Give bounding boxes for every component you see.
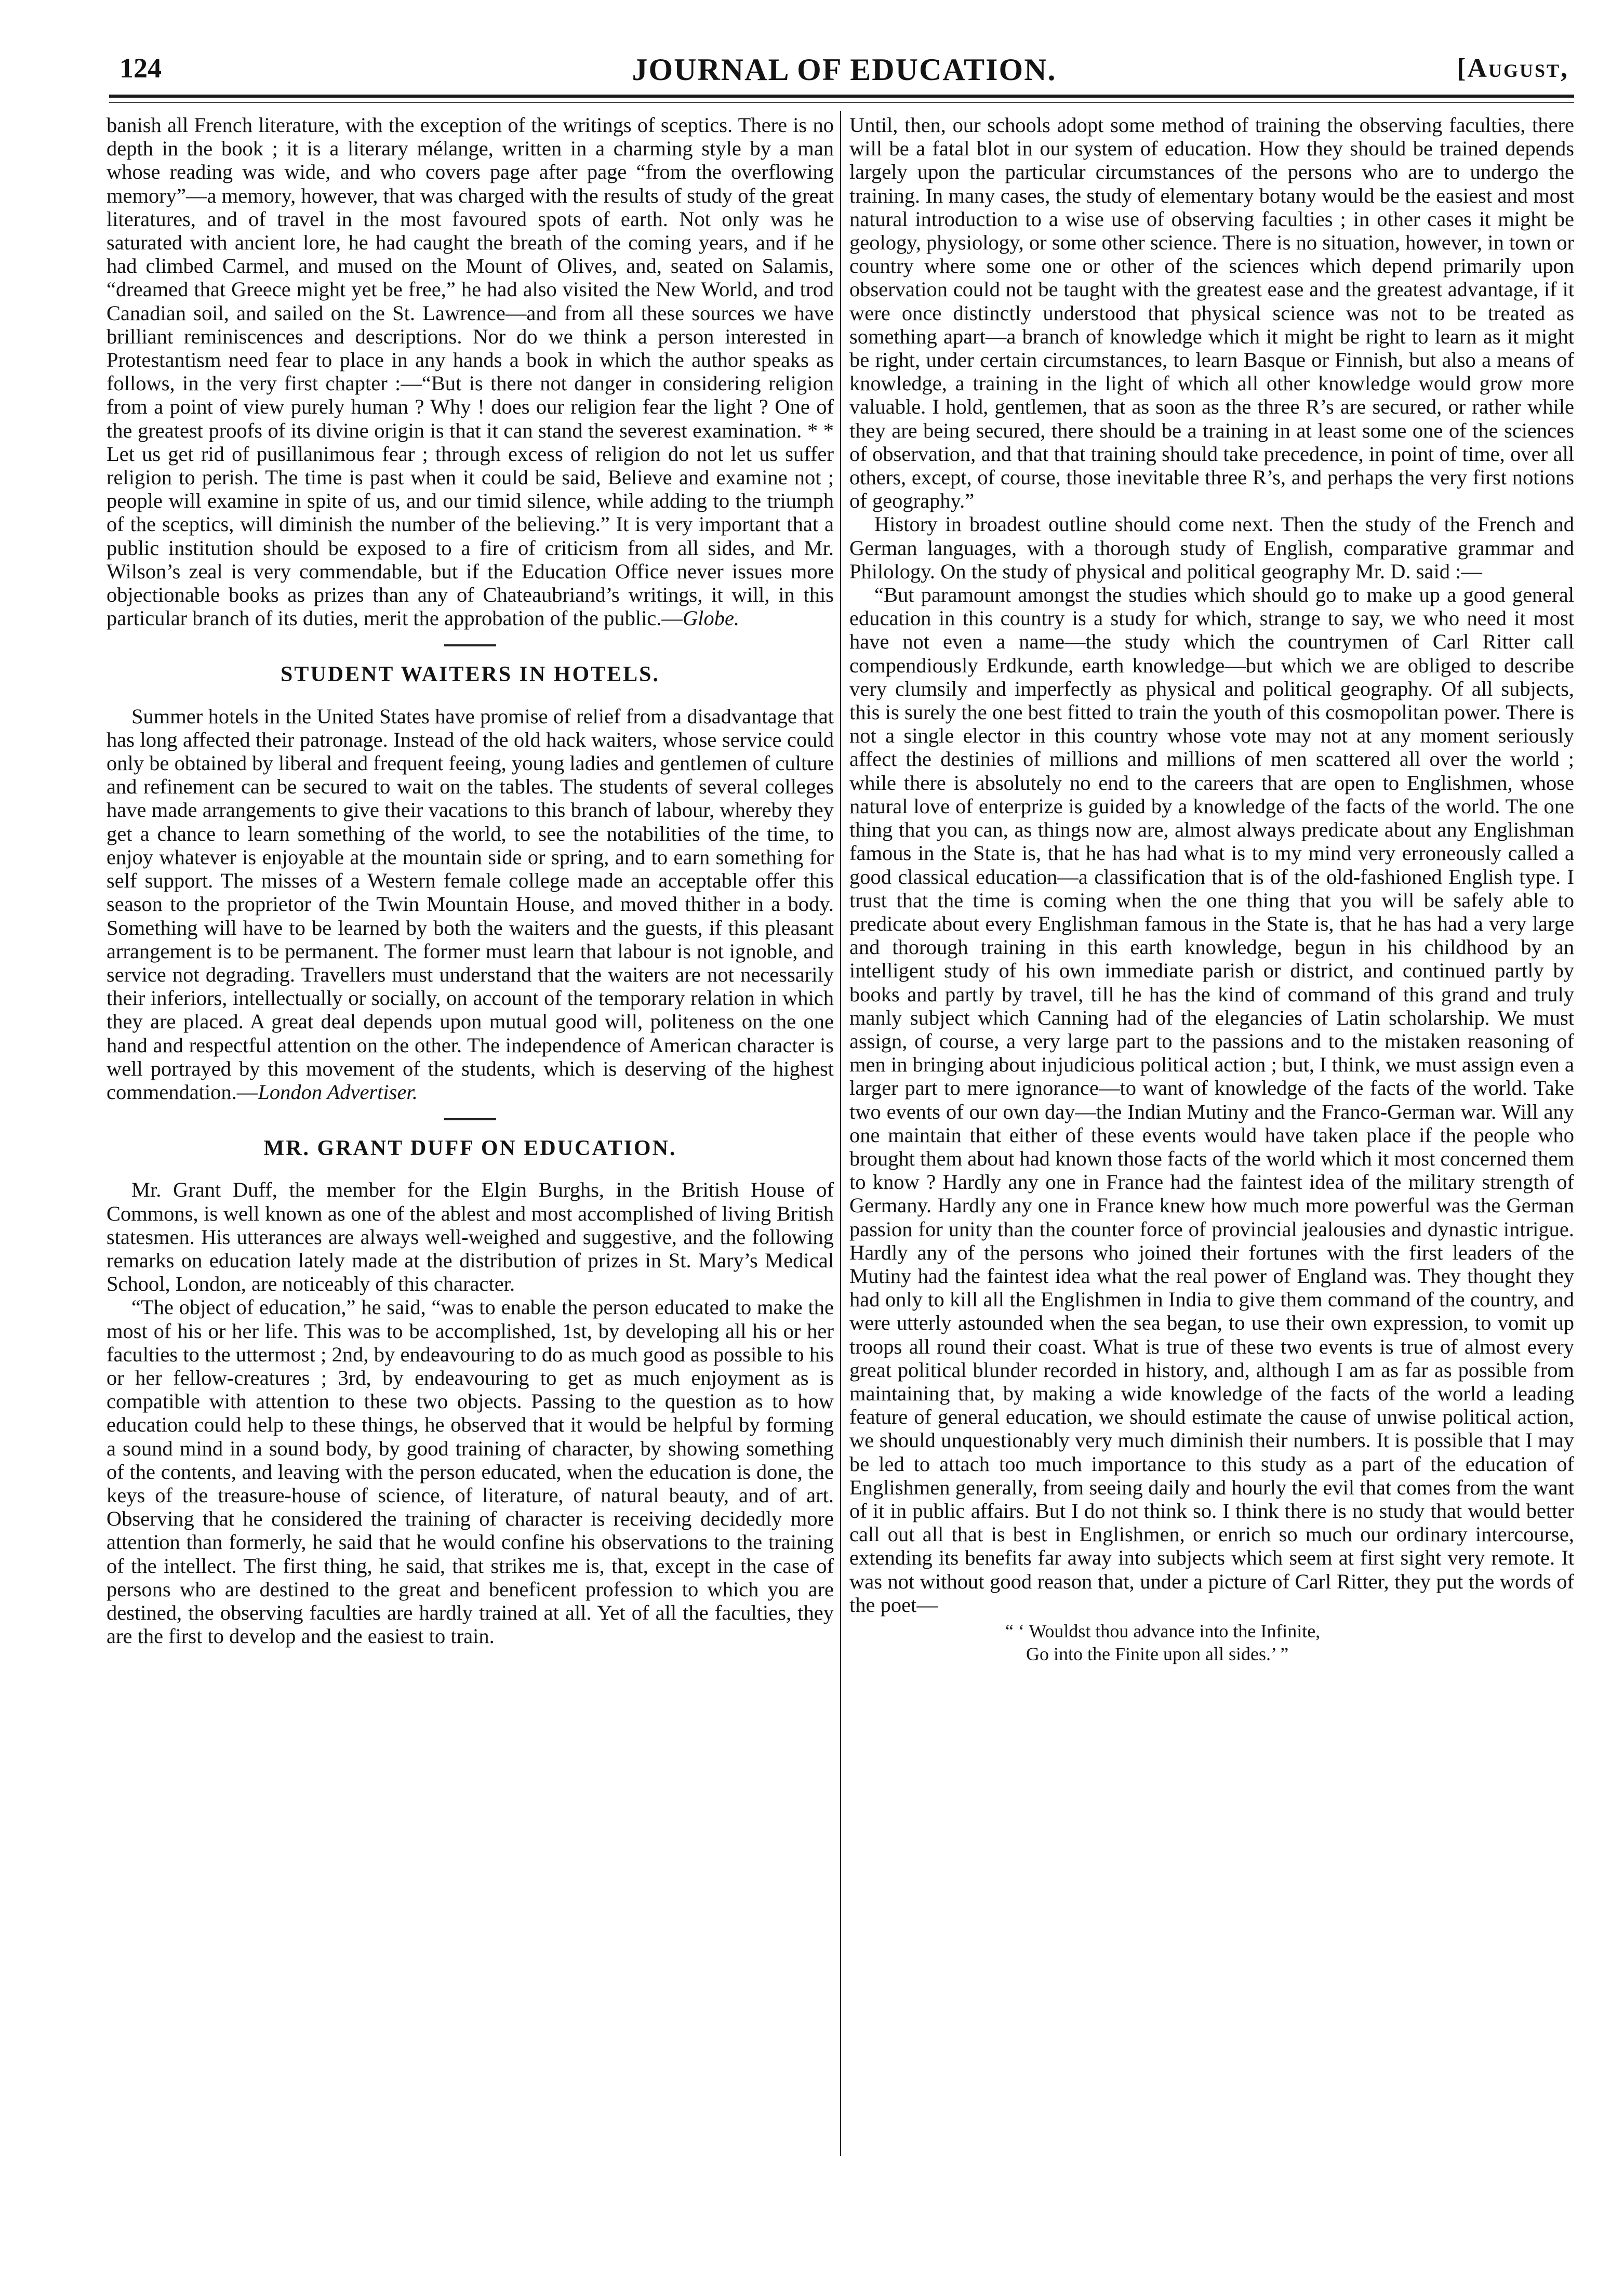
poem-quote: [849, 1620, 1574, 1665]
student-waiters-heading: STUDENT WAITERS IN HOTELS.: [280, 663, 660, 687]
header-rule: [109, 95, 1574, 98]
student-waiters-text: Summer hotels in the United States have promise of relief from a disadvantage that has long affected their patronage. Instead of the old hack waiters, whose service could only be obtained by liberal and frequent feeing, young ladies and gentlemen of culture and refinement can be secured to wait on the tables. The students of several colleges have made arrangements to give their vacations to this branch of labour, whereby they get a chance to learn something of the world, to see the notabilities of the time, to enjoy whatever is enjoyable at the mountain side or spring, and to earn something for self support. The misses of a Western female college made an acceptable offer this season to the proprietor of the Twin Mountain House, and moved thither in a body. Something will have to be learned by both the waiters and the guests, if this pleasant arrangement is to be permanent. The former must learn that labour is not ignoble, and service not degrading. Travellers must understand that the waiters are not necessarily their inferiors, intellectually or socially, on account of the temporary relation in which they are placed. A great deal depends upon mutual good will, politeness on the one hand and respectful attention on the other. The independence of American character is well portrayed by this movement of the students, which is deserving of the highest commendation.—: [107, 704, 834, 1104]
header-rule-thin: [109, 102, 1574, 103]
grant-duff-paragraph-1: Mr. Grant Duff, the member for the Elgin Burghs, in the British House of Commons, is well known as one of the ablest and most accomplished of living British statesmen. His utterances are always well-weighed and suggestive, and the following remarks on education lately made at the distribution of prizes in St. Mary’s Medical School, London, are noticeably of this character.: [107, 1178, 834, 1296]
header-month: [August,: [1457, 54, 1569, 83]
right-column: [849, 113, 1574, 1665]
right-paragraph-1: Until, then, our schools adopt some method of training the observing faculties, there will be a fatal blot in our system of education. How they should be trained depends largely upon the particular circumstances of the persons who are to undergo the training. In many cases, the study of elementary botany would be the easiest and most natural introduction to a wise use of observing faculties ; in other cases it might be geology, physiology, or some other science. There is no situation, however, in town or country where some one or other of the sciences which depend primarily upon observation could not be taught with the greatest ease and the greatest advantage, if it were once distinctly understood that physical science was not to be treated as something apart—a branch of knowledge which it might be right to learn as it might be right, under certain circumstances, to learn Basque or Finnish, but also a means of knowledge, a training in the light of which all other knowledge would grow more valuable. I hold, gentlemen, that as soon as the three R’s are secured, or rather while they are being secured, there should be a training in at least some one of the sciences of observation, and that that training should take precedence, in point of time, over all others, except, of course, those inevitable three R’s, and perhaps the very first notions of geography.”: [849, 113, 1574, 513]
poem-line-1: “ ‘ Wouldst thou advance into the Infinite,: [1005, 1621, 1321, 1641]
grant-duff-heading: MR. GRANT DUFF ON EDUCATION.: [263, 1136, 677, 1161]
section-divider: [444, 644, 496, 646]
right-paragraph-2: History in broadest outline should come next. Then the study of the French and German languages, with a thorough study of English, comparative grammar and Philology. On the study of physical and political geography Mr. D. said :—: [849, 512, 1574, 583]
intro-paragraph: [107, 113, 834, 630]
intro-paragraph-text: banish all French literature, with the exception of the writings of sceptics. There is no depth in the book ; it is a literary mélange, written in a charming style by a man whose reading was wide, and who covers page after page “from the overflowing memory”—a memory, however, that was charged with the results of study of the great literatures, and of travel in the most favoured spots of earth. Not only was he saturated with ancient lore, he had caught the breath of the coming years, and if he had climbed Carmel, and mused on the Mount of Olives, and, seated on Salamis, “dreamed that Greece might yet be free,” he had also visited the New World, and trod Canadian soil, and sailed on the St. Lawrence—and from all these sources we have brilliant reminiscences and descriptions. Nor do we think a person interested in Protestantism need fear to place in any hands a book in which the author speaks as follows, in the very first chapter :—“But is there not danger in considering religion from a point of view purely human ? Why ! does our religion fear the light ? One of the greatest proofs of its divine origin is that it can stand the severest examination. * * Let us get rid of pusillanimous fear ; through excess of religion do not let us suffer religion to perish. The time is past when it could be said, Believe and examine not ; people will examine in spite of us, and our timid silence, while adding to the triumph of the sceptics, will diminish the number of the believing.” It is very important that a public institution should be exposed to a fire of criticism from all sides, and Mr. Wilson’s zeal is very commendable, but if the Education Office never issues more objectionable books as prizes than any of Chateaubriand’s writings, it will, in this particular branch of its duties, merit the approbation of the public.—: [107, 113, 834, 630]
column-divider: [840, 111, 841, 2156]
grant-duff-paragraph-2: “The object of education,” he said, “was to enable the person educated to make the most of his or her life. This was to be accomplished, 1st, by developing all his or her faculties to the uttermost ; 2nd, by endeavouring to do as much good as possible to his or her fellow-creatures ; 3rd, by endeavouring to get as much enjoyment as is compatible with attention to these two objects. Passing to the question as to how education could help to these things, he observed that it would be helpful by forming a sound mind in a sound body, by good training of character, by showing something of the contents, and leaving with the person educated, when the education is done, the keys of the treasure-house of science, of literature, of natural beauty, and of art. Observing that he considered the training of character is receiving decidedly more attention than formerly, he said that he would confine his observations to the training of the intellect. The first thing, he said, that strikes me is, that, except in the case of persons who are destined to the great and beneficent profession to which you are destined, the observing faculties are hardly trained at all. Yet of all the faculties, they are the first to develop and the easiest to train.: [107, 1295, 834, 1648]
journal-title: JOURNAL OF EDUCATION.: [632, 52, 1057, 87]
left-column: [107, 113, 834, 1648]
student-waiters-paragraph: [107, 705, 834, 1104]
page-number: 124: [119, 52, 162, 84]
right-paragraph-3: “But paramount amongst the studies which should go to make up a good general education in this country is a study for which, strange to say, we who need it most have not even a name—the study which the countrymen of Carl Ritter call compendiously Erdkunde, earth knowledge—but which we are obliged to describe very clumsily and imperfectly as physical and political geography. Of all subjects, this is surely the one best fitted to train the youth of this cosmopolitan power. There is not a single elector in this country whose vote may not at any moment seriously affect the destinies of millions and millions of men scattered all over the world ; while there is absolutely no end to the careers that are open to Englishmen, whose natural love of enterprize is guided by a knowledge of the facts of the world. The one thing that you can, as things now are, almost always predicate about any Englishman famous in the State is, that he has had what is to my mind very erroneously called a good classical education—a classification that is of the old-fashioned English type. I trust that the time is coming when the one thing that you will be safely able to predicate about every Englishman famous in the State is, that he has had a very large and thorough training in this earth knowledge, begun in his childhood by an intelligent study of his own immediate parish or district, and continued partly by books and partly by travel, till he has the kind of command of this grand and truly manly subject which Canning had of the elegancies of Latin scholarship. We must assign, of course, a very large part to the passions and to the mistaken reasoning of men in bringing about injudicious political action ; but, I think, we must assign even a larger part to mere ignorance—to want of knowledge of the facts of the world. Take two events of our own day—the Indian Mutiny and the Franco-German war. Will any one maintain that either of these events would have taken place if the people who brought them about had known those facts of the world which it most concerned them to know ? Hardly any one in France had the faintest idea of the military strength of Germany. Hardly any one in France knew how much more powerful was the German passion for unity than the counter force of provincial jealousies and dynastic intrigue. Hardly any of the persons who joined their fortunes with the first leaders of the Mutiny had the faintest idea what the real power of England was. They thought they had only to kill all the Englishmen in India to give them command of the country, and were utterly astounded when the sea began, to use their own expression, to vomit up troops all round their coast. What is true of these two events is true of almost every great political blunder recorded in history, and, although I am as far as possible from maintaining that, by making a wide knowledge of the facts of the world a leading feature of general education, we should estimate the cause of unwise political action, we should unquestionably very much diminish their numbers. It is possible that I may be led to attach too much importance to this study as a part of the education of Englishmen generally, from seeing daily and hourly the evil that comes from the want of it in public affairs. But I do not think so. I think there is no study that would better call out all that is best in Englishmen, or enrich so much our ordinary intercourse, extending its benefits far away into subjects which seem at first sight very remote. It was not without good reason that, under a picture of Carl Ritter, they put the words of the poet—: [849, 583, 1574, 1617]
poem-line-2: Go into the Finite upon all sides.’ ”: [1026, 1644, 1289, 1664]
student-waiters-source: London Advertiser.: [258, 1080, 418, 1104]
section-divider: [444, 1118, 496, 1120]
intro-source: Globe.: [682, 606, 740, 630]
